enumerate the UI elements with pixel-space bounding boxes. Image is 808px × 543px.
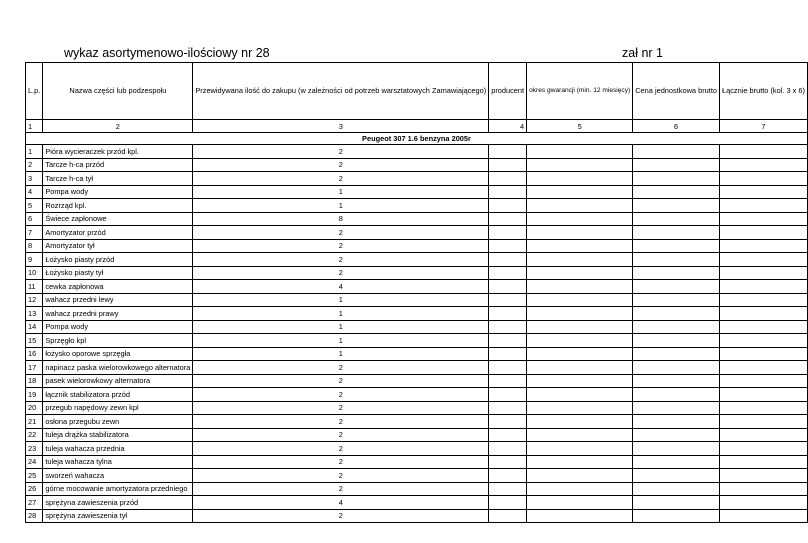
row-unit-price <box>633 428 720 442</box>
row-warranty <box>527 415 633 429</box>
row-lp: 24 <box>26 455 43 469</box>
row-total <box>719 455 807 469</box>
row-part-name: Łożysko piasty przód <box>43 253 193 267</box>
row-part-name: Pompa wody <box>43 320 193 334</box>
row-part-name: wahacz przedni lewy <box>43 293 193 307</box>
table-row <box>26 388 808 402</box>
row-quantity: 1 <box>193 347 489 361</box>
row-producer <box>489 266 527 280</box>
row-warranty <box>527 212 633 226</box>
row-producer <box>489 280 527 294</box>
row-unit-price <box>633 374 720 388</box>
row-warranty <box>527 509 633 523</box>
header-warranty: okres gwarancji (min. 12 miesięcy) <box>527 63 633 120</box>
row-total <box>719 347 807 361</box>
row-warranty <box>527 280 633 294</box>
row-quantity: 8 <box>193 212 489 226</box>
row-quantity: 1 <box>193 307 489 321</box>
row-part-name: Amortyzator tył <box>43 239 193 253</box>
table-row <box>26 307 808 321</box>
row-warranty <box>527 226 633 240</box>
row-quantity: 2 <box>193 442 489 456</box>
row-part-name: Pompa wody <box>43 185 193 199</box>
table-row <box>26 347 808 361</box>
row-total <box>719 185 807 199</box>
column-number: 6 <box>633 120 720 133</box>
row-producer <box>489 226 527 240</box>
row-producer <box>489 158 527 172</box>
row-lp: 1 <box>26 145 43 159</box>
row-part-name: łącznik stabilizatora przód <box>43 388 193 402</box>
row-total <box>719 361 807 375</box>
row-unit-price <box>633 401 720 415</box>
row-total <box>719 334 807 348</box>
row-producer <box>489 361 527 375</box>
table-row <box>26 496 808 510</box>
row-part-name: wahacz przedni prawy <box>43 307 193 321</box>
row-warranty <box>527 469 633 483</box>
row-quantity: 2 <box>193 253 489 267</box>
row-warranty <box>527 455 633 469</box>
row-total <box>719 172 807 186</box>
row-unit-price <box>633 455 720 469</box>
table-row <box>26 199 808 213</box>
row-producer <box>489 293 527 307</box>
row-lp: 28 <box>26 509 43 523</box>
table-row <box>26 455 808 469</box>
header-total: Łącznie brutto (kol. 3 x 6) <box>719 63 807 120</box>
row-producer <box>489 334 527 348</box>
row-total <box>719 374 807 388</box>
table-row <box>26 145 808 159</box>
row-total <box>719 226 807 240</box>
row-quantity: 2 <box>193 266 489 280</box>
row-warranty <box>527 266 633 280</box>
row-total <box>719 415 807 429</box>
table-row <box>26 374 808 388</box>
column-number: 3 <box>193 120 489 133</box>
row-unit-price <box>633 307 720 321</box>
row-quantity: 2 <box>193 145 489 159</box>
row-quantity: 4 <box>193 280 489 294</box>
row-part-name: sprężyna zawieszenia tył <box>43 509 193 523</box>
row-warranty <box>527 145 633 159</box>
row-lp: 2 <box>26 158 43 172</box>
row-total <box>719 293 807 307</box>
row-producer <box>489 428 527 442</box>
row-quantity: 2 <box>193 158 489 172</box>
row-producer <box>489 320 527 334</box>
row-unit-price <box>633 361 720 375</box>
column-number: 1 <box>26 120 43 133</box>
row-lp: 20 <box>26 401 43 415</box>
table-row <box>26 401 808 415</box>
table-row <box>26 320 808 334</box>
row-part-name: Tarcze h-ca tył <box>43 172 193 186</box>
row-unit-price <box>633 199 720 213</box>
row-unit-price <box>633 145 720 159</box>
row-lp: 10 <box>26 266 43 280</box>
annex-label: zał nr 1 <box>622 46 663 60</box>
row-warranty <box>527 374 633 388</box>
row-quantity: 2 <box>193 388 489 402</box>
row-part-name: Sprzęgło kpl <box>43 334 193 348</box>
row-warranty <box>527 334 633 348</box>
row-warranty <box>527 347 633 361</box>
table-row <box>26 469 808 483</box>
row-unit-price <box>633 172 720 186</box>
row-warranty <box>527 172 633 186</box>
row-part-name: górne mocowanie amortyzatora przedniego <box>43 482 193 496</box>
row-part-name: Amortyzator przód <box>43 226 193 240</box>
row-warranty <box>527 496 633 510</box>
row-lp: 14 <box>26 320 43 334</box>
assortment-table <box>25 62 808 523</box>
table-row <box>26 334 808 348</box>
row-quantity: 2 <box>193 482 489 496</box>
row-part-name: Łożysko piasty tył <box>43 266 193 280</box>
row-total <box>719 145 807 159</box>
row-part-name: osłona przegubu zewn <box>43 415 193 429</box>
row-quantity: 4 <box>193 496 489 510</box>
row-producer <box>489 239 527 253</box>
row-producer <box>489 374 527 388</box>
row-lp: 15 <box>26 334 43 348</box>
column-number: 2 <box>43 120 193 133</box>
row-lp: 16 <box>26 347 43 361</box>
row-part-name: pasek wielorowkowy alternatora <box>43 374 193 388</box>
row-lp: 5 <box>26 199 43 213</box>
table-row <box>26 185 808 199</box>
row-producer <box>489 415 527 429</box>
row-producer <box>489 172 527 186</box>
row-total <box>719 469 807 483</box>
row-quantity: 2 <box>193 469 489 483</box>
table-row <box>26 239 808 253</box>
row-warranty <box>527 428 633 442</box>
row-lp: 9 <box>26 253 43 267</box>
row-total <box>719 388 807 402</box>
row-part-name: tuleja wahacza tylna <box>43 455 193 469</box>
row-unit-price <box>633 293 720 307</box>
row-unit-price <box>633 469 720 483</box>
row-part-name: sworzeń wahacza <box>43 469 193 483</box>
row-total <box>719 307 807 321</box>
row-lp: 21 <box>26 415 43 429</box>
row-unit-price <box>633 496 720 510</box>
row-total <box>719 266 807 280</box>
row-total <box>719 496 807 510</box>
row-lp: 22 <box>26 428 43 442</box>
row-part-name: napinacz paska wielorowkowego alternatora <box>43 361 193 375</box>
table-row <box>26 428 808 442</box>
row-producer <box>489 401 527 415</box>
row-producer <box>489 496 527 510</box>
row-quantity: 1 <box>193 293 489 307</box>
row-total <box>719 401 807 415</box>
row-producer <box>489 455 527 469</box>
row-warranty <box>527 361 633 375</box>
row-part-name: Świece zapłonowe <box>43 212 193 226</box>
table-row <box>26 482 808 496</box>
row-lp: 11 <box>26 280 43 294</box>
row-quantity: 2 <box>193 361 489 375</box>
header-row <box>26 63 808 120</box>
row-warranty <box>527 158 633 172</box>
section-title: Peugeot 307 1.6 benzyna 2005r <box>26 133 808 145</box>
table-row <box>26 415 808 429</box>
header-lp: L.p. <box>26 63 43 120</box>
row-part-name: łożysko oporowe sprzęgła <box>43 347 193 361</box>
row-unit-price <box>633 226 720 240</box>
row-warranty <box>527 199 633 213</box>
row-producer <box>489 509 527 523</box>
row-unit-price <box>633 158 720 172</box>
row-lp: 26 <box>26 482 43 496</box>
row-unit-price <box>633 347 720 361</box>
column-number: 7 <box>719 120 807 133</box>
row-part-name: tuleja wahacza przednia <box>43 442 193 456</box>
row-unit-price <box>633 482 720 496</box>
row-quantity: 2 <box>193 172 489 186</box>
row-producer <box>489 388 527 402</box>
row-lp: 13 <box>26 307 43 321</box>
row-unit-price <box>633 280 720 294</box>
row-producer <box>489 307 527 321</box>
row-producer <box>489 482 527 496</box>
row-total <box>719 509 807 523</box>
row-warranty <box>527 293 633 307</box>
row-unit-price <box>633 334 720 348</box>
row-total <box>719 239 807 253</box>
row-producer <box>489 212 527 226</box>
row-unit-price <box>633 212 720 226</box>
row-total <box>719 428 807 442</box>
table-row <box>26 158 808 172</box>
row-part-name: Pióra wycieraczek przód kpl. <box>43 145 193 159</box>
row-warranty <box>527 388 633 402</box>
row-quantity: 1 <box>193 199 489 213</box>
row-unit-price <box>633 388 720 402</box>
row-warranty <box>527 482 633 496</box>
row-quantity: 1 <box>193 320 489 334</box>
row-warranty <box>527 320 633 334</box>
row-warranty <box>527 442 633 456</box>
row-producer <box>489 185 527 199</box>
row-unit-price <box>633 442 720 456</box>
row-part-name: Rozrząd kpl. <box>43 199 193 213</box>
row-unit-price <box>633 253 720 267</box>
row-total <box>719 280 807 294</box>
row-total <box>719 442 807 456</box>
row-lp: 8 <box>26 239 43 253</box>
row-unit-price <box>633 509 720 523</box>
row-part-name: tuleja drążka stabilizatora <box>43 428 193 442</box>
header-name: Nazwa części lub podzespołu <box>43 63 193 120</box>
row-producer <box>489 145 527 159</box>
row-quantity: 2 <box>193 415 489 429</box>
row-warranty <box>527 253 633 267</box>
row-producer <box>489 347 527 361</box>
row-lp: 19 <box>26 388 43 402</box>
column-number-row <box>26 120 808 133</box>
row-producer <box>489 253 527 267</box>
table-row <box>26 172 808 186</box>
row-total <box>719 158 807 172</box>
row-part-name: przegub napędowy zewn kpl <box>43 401 193 415</box>
header-producer: producent <box>489 63 527 120</box>
row-total <box>719 320 807 334</box>
row-total <box>719 253 807 267</box>
table-row <box>26 293 808 307</box>
row-lp: 23 <box>26 442 43 456</box>
row-producer <box>489 469 527 483</box>
row-part-name: Tarcze h-ca przód <box>43 158 193 172</box>
row-quantity: 1 <box>193 185 489 199</box>
document-title: wykaz asortymenowo-ilościowy nr 28 <box>64 46 270 60</box>
row-lp: 4 <box>26 185 43 199</box>
row-unit-price <box>633 185 720 199</box>
row-quantity: 2 <box>193 374 489 388</box>
row-producer <box>489 199 527 213</box>
table-row <box>26 361 808 375</box>
table-row <box>26 442 808 456</box>
row-warranty <box>527 185 633 199</box>
row-unit-price <box>633 415 720 429</box>
table-row <box>26 226 808 240</box>
row-lp: 27 <box>26 496 43 510</box>
row-quantity: 1 <box>193 334 489 348</box>
row-part-name: sprężyna zawieszenia przód <box>43 496 193 510</box>
row-lp: 12 <box>26 293 43 307</box>
table-row <box>26 253 808 267</box>
row-part-name: cewka zapłonowa <box>43 280 193 294</box>
table-row <box>26 509 808 523</box>
row-lp: 7 <box>26 226 43 240</box>
header-unit-price: Cena jednostkowa brutto <box>633 63 720 120</box>
row-unit-price <box>633 239 720 253</box>
column-number: 5 <box>527 120 633 133</box>
row-lp: 6 <box>26 212 43 226</box>
header-quantity: Przewidywana ilość do zakupu (w zależności od potrzeb warsztatowych Zamawiającego) <box>193 63 489 120</box>
row-quantity: 2 <box>193 455 489 469</box>
row-warranty <box>527 307 633 321</box>
row-producer <box>489 442 527 456</box>
row-lp: 18 <box>26 374 43 388</box>
row-quantity: 2 <box>193 226 489 240</box>
row-unit-price <box>633 320 720 334</box>
row-lp: 3 <box>26 172 43 186</box>
row-total <box>719 212 807 226</box>
row-total <box>719 199 807 213</box>
row-lp: 17 <box>26 361 43 375</box>
table-row <box>26 212 808 226</box>
table-row <box>26 280 808 294</box>
row-quantity: 2 <box>193 509 489 523</box>
row-quantity: 2 <box>193 239 489 253</box>
row-unit-price <box>633 266 720 280</box>
row-total <box>719 482 807 496</box>
row-quantity: 2 <box>193 428 489 442</box>
table-row <box>26 266 808 280</box>
row-quantity: 2 <box>193 401 489 415</box>
row-warranty <box>527 401 633 415</box>
section-row <box>26 133 808 145</box>
column-number: 4 <box>489 120 527 133</box>
row-warranty <box>527 239 633 253</box>
row-lp: 25 <box>26 469 43 483</box>
